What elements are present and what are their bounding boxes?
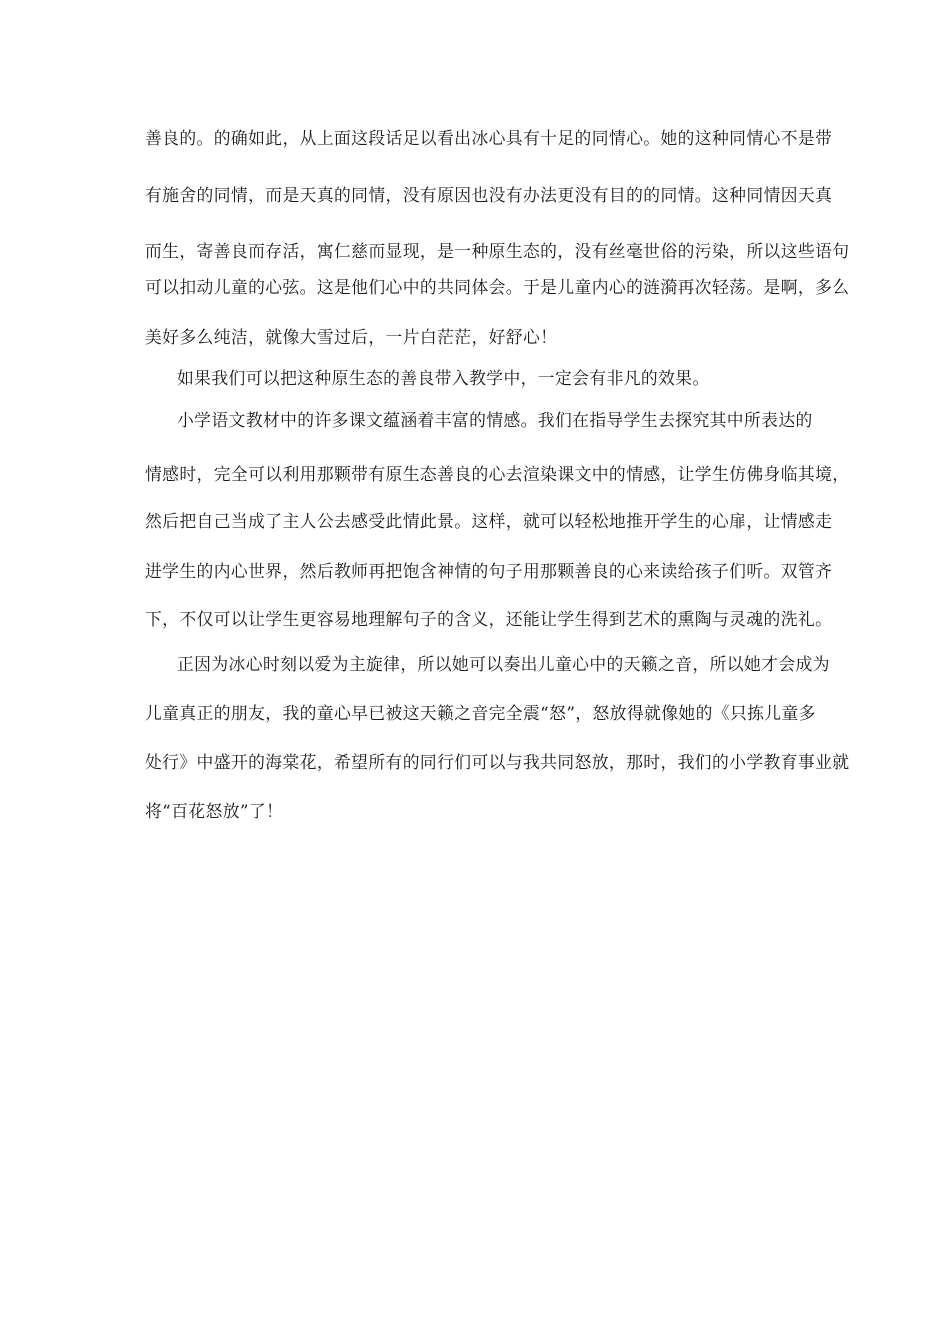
paragraph-line: 美好多么纯洁，就像大雪过后，一片白茫茫，好舒心！ (145, 327, 558, 347)
paragraph-line: 有施舍的同情，而是天真的同情，没有原因也没有办法更没有目的的同情。这种同情因天真 (145, 185, 833, 205)
paragraph-line: 处行》中盛开的海棠花，希望所有的同行们可以与我共同怒放，那时，我们的小学教育事业就 (145, 752, 850, 772)
paragraph-line: 进学生的内心世界，然后教师再把饱含神情的句子用那颗善良的心来读给孩子们听。双管齐 (145, 561, 833, 581)
paragraph-line: 儿童真正的朋友，我的童心早已被这天籁之音完全震“怒”，怒放得就像她的《只拣儿童多 (145, 703, 816, 723)
paragraph-line: 可以扣动儿童的心弦。这是他们心中的共同体会。于是儿童内心的涟漪再次轻荡。是啊，多么 (145, 277, 850, 297)
paragraph-line: 善良的。的确如此，从上面这段话足以看出冰心具有十足的同情心。她的这种同情心不是带 (145, 128, 833, 148)
paragraph-line: 小学语文教材中的许多课文蕴涵着丰富的情感。我们在指导学生去探究其中所表达的 (177, 410, 813, 430)
paragraph-line: 情感时，完全可以利用那颗带有原生态善良的心去渲染课文中的情感，让学生仿佛身临其境， (145, 464, 850, 484)
paragraph-line: 如果我们可以把这种原生态的善良带入教学中，一定会有非凡的效果。 (177, 368, 710, 388)
paragraph-line: 而生，寄善良而存活，寓仁慈而显现，是一种原生态的，没有丝毫世俗的污染，所以这些语句 (145, 241, 850, 261)
paragraph-line: 正因为冰心时刻以爱为主旋律，所以她可以奏出儿童心中的天籁之音，所以她才会成为 (177, 654, 830, 674)
paragraph-line: 然后把自己当成了主人公去感受此情此景。这样，就可以轻松地推开学生的心扉，让情感走 (145, 511, 833, 531)
paragraph-line: 将“百花怒放”了！ (145, 801, 284, 821)
paragraph-line: 下，不仅可以让学生更容易地理解句子的含义，还能让学生得到艺术的熏陶与灵魂的洗礼。 (145, 609, 833, 629)
